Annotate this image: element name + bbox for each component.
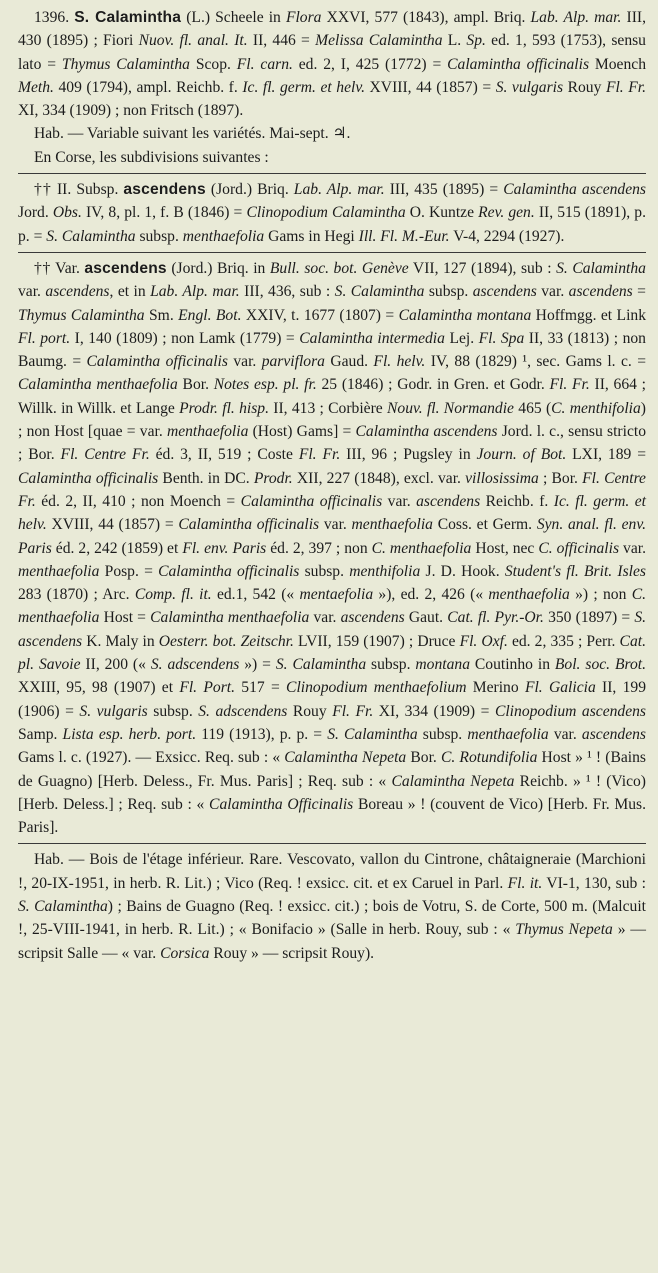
italic-run: ascendens (568, 283, 633, 301)
text-run: Merino (466, 679, 525, 697)
text-run: Reichb. » ¹ ! (Vico) [Herb. Deless.] ; Req. sub : « (18, 772, 646, 813)
text-run: Rouy (287, 702, 333, 720)
italic-run: parviflora (261, 353, 325, 371)
text-run: ed. 1, 593 (1753), sensu lato = (18, 32, 646, 73)
italic-run: menthaefolia (182, 227, 265, 245)
text-run: 119 (1913), p. p. = (196, 725, 328, 743)
italic-run: ascendens (581, 725, 646, 743)
italic-run: ascendens (340, 609, 405, 627)
divider (18, 843, 646, 844)
italic-run: C. Rotundifolia (440, 749, 538, 767)
italic-run: Engl. Bot. (178, 306, 242, 324)
italic-run: Thymus Calamintha (18, 306, 145, 324)
italic-run: Rev. gen. (478, 204, 535, 222)
text-run: XI, 334 (1909) = (373, 702, 495, 720)
italic-run: Calamintha intermedia (299, 329, 445, 347)
text-run: Bor. (177, 376, 214, 394)
italic-run: Fl. Galicia (524, 679, 596, 697)
italic-run: Calamintha officinalis (18, 469, 159, 487)
text-run: Posp. = (99, 562, 159, 580)
italic-run: ascendens (472, 283, 537, 301)
italic-run: Nouv. fl. Normandie (387, 399, 514, 417)
text-run: XXVI, 577 (1843), ampl. Briq. (321, 9, 531, 26)
italic-run: Calamintha Nepeta (391, 772, 515, 790)
text-run: II, 199 (1906) = (18, 679, 647, 720)
italic-run: Cat. pl. Savoie (18, 632, 646, 674)
italic-run: Calamintha Officinalis (209, 795, 354, 813)
italic-run: menthaefolia (488, 586, 570, 604)
italic-run: S. Calamintha (18, 897, 108, 915)
italic-run: menthifolia (349, 562, 421, 580)
italic-run: ascendens (416, 492, 481, 510)
italic-run: menthaefolia (166, 423, 249, 441)
italic-run: Nuov. fl. anal. It. (138, 32, 248, 50)
italic-run: mentaefolia (299, 586, 374, 604)
subspecies-entry (18, 178, 646, 248)
italic-run: Fl. carn. (236, 55, 293, 73)
italic-run: Oesterr. bot. Zeitschr. (158, 632, 294, 650)
text-run: Gaud. (324, 353, 374, 371)
italic-run: Fl. Centre Fr. (18, 469, 646, 510)
italic-run: Fl. env. Paris (182, 539, 267, 557)
text-run: Host » ¹ ! (Bains de Guagno) [Herb. Deless., Fr. Mus. Paris] ; Req. sub : « (18, 749, 646, 790)
text-run: ; Bor. (538, 469, 583, 487)
italic-run: Calamintha Nepeta (284, 749, 407, 767)
italic-run: Fl. Fr. (332, 702, 374, 720)
italic-run: Fl. Oxf. (459, 632, 508, 650)
italic-run: menthaefolia (351, 516, 433, 534)
text-run: ) ; non Host [quae = var. (18, 399, 646, 441)
text-run: éd. 2, 397 ; non (266, 539, 372, 557)
text-run: var. (619, 539, 646, 557)
subspecies-marker: †† II. Subsp. (34, 181, 119, 199)
text-run: ») = (239, 656, 276, 674)
italic-run: ascendens (45, 283, 110, 301)
text-run: 25 (1846) ; Godr. in Gren. et Godr. (316, 376, 550, 394)
text-run: subsp. (417, 725, 468, 743)
text-run: 517 = (235, 679, 287, 697)
italic-run: Calamintha montana (398, 306, 532, 324)
text-run: I, 140 (1809) ; non Lamk (1779) = (70, 329, 300, 347)
text-run: J. D. Hook. (420, 562, 505, 580)
italic-run: S. adscendens (198, 702, 288, 720)
text-run: Rouy (563, 78, 606, 96)
species-name: S. Calamintha (74, 9, 182, 26)
text-run: Coss. et Germ. (432, 516, 537, 534)
italic-run: Corsica (160, 944, 210, 962)
italic-run: Sp. (466, 32, 486, 50)
italic-run: Fl. helv. (373, 353, 426, 371)
text-run: Gams in Hegi (264, 227, 359, 245)
text-run: Jord. (18, 204, 53, 222)
text-run: Lej. (444, 329, 479, 347)
italic-run: Calamintha officinalis (158, 562, 300, 580)
text-run: Jord. l. c., sensu stricto ; Bor. (18, 423, 646, 464)
habitat-corse (18, 848, 646, 964)
text-run: III, 430 (1895) ; Fiori (18, 9, 646, 50)
text-run: XII, 227 (1848), excl. var. (292, 469, 466, 487)
italic-run: S. ascendens (18, 609, 647, 650)
text-run: Rouy » — scripsit Rouy). (209, 944, 375, 962)
italic-run: Prodr. (253, 469, 293, 487)
italic-run: C. officinalis (538, 539, 620, 557)
italic-run: Clinopodium Calamintha (246, 204, 406, 222)
text-run: var. (382, 492, 417, 510)
italic-run: Fl. Centre Fr. (60, 446, 150, 464)
text-run: III, 96 ; Pugsley in (340, 446, 477, 464)
text-run: XXIII, 95, 98 (1907) et (18, 679, 180, 697)
italic-run: Fl. it. (507, 874, 543, 892)
text-run: ed. 2, 335 ; Perr. (507, 632, 620, 650)
italic-run: Lab. Alp. mar. (293, 181, 385, 199)
variety-synonymy (18, 260, 646, 836)
italic-run: S. adscendens (150, 656, 240, 674)
italic-run: Lista esp. herb. port. (62, 725, 197, 743)
text-run: Moench (589, 55, 646, 73)
text-run: XVIII, 44 (1857) = (46, 516, 179, 534)
italic-run: Fl. Fr. (549, 376, 590, 394)
text-run: Reichb. f. (480, 492, 554, 510)
italic-run: Meth. (18, 78, 54, 96)
text-run: éd. 2, 242 (1859) et (51, 539, 183, 557)
text-run: 409 (1794), ampl. Reichb. f. (53, 78, 243, 96)
italic-run: Calamintha ascendens (503, 181, 646, 199)
text-run: K. Maly in (82, 632, 159, 650)
italic-run: menthaefolia (467, 725, 549, 743)
italic-run: S. Calamintha (334, 283, 425, 301)
text-run: Host, nec (471, 539, 539, 557)
italic-run: Clinopodium menthaefolium (286, 679, 467, 697)
italic-run: Journ. of Bot. (476, 446, 567, 464)
italic-run: S. Calamintha (327, 725, 418, 743)
italic-run: S. Calamintha (556, 259, 646, 277)
text-run: Scop. (189, 55, 237, 73)
italic-run: Lab. Alp. mar. (530, 9, 622, 26)
text-run: subsp. (424, 283, 473, 301)
text-run: (Jord.) Briq. in (166, 259, 270, 277)
text-run: Gaut. (404, 609, 448, 627)
text-run: »), ed. 2, 426 (« (373, 586, 489, 604)
italic-run: C. menthifolia (551, 399, 641, 417)
italic-run: Syn. anal. fl. env. Paris (18, 516, 646, 557)
text-run: Bor. (406, 749, 441, 767)
text-run: var. (319, 516, 352, 534)
text-run: III, 436, sub : (239, 283, 335, 301)
italic-run: S. vulgaris (79, 702, 148, 720)
text-run: II, 200 (« (80, 656, 151, 674)
text-run: Coutinho in (469, 656, 555, 674)
italic-run: menthaefolia (18, 562, 100, 580)
italic-run: Student's fl. Brit. Isles (504, 562, 646, 580)
text-run: XXIV, t. 1677 (1807) = (241, 306, 399, 324)
text-run: var. (309, 609, 341, 627)
text-run: Gams l. c. (1927). — Exsicc. Req. sub : « (18, 749, 285, 767)
text-run: subsp. (135, 227, 183, 245)
text-run: ed. 2, I, 425 (1772) = (292, 55, 448, 73)
text-run: II, 446 = (247, 32, 316, 50)
italic-run: villosissima (465, 469, 539, 487)
text-run: ed.1, 542 (« (211, 586, 300, 604)
italic-run: Cat. fl. Pyr.-Or. (447, 609, 544, 627)
subspecies-name: ascendens (123, 181, 206, 199)
text-run: var. (548, 725, 582, 743)
text-run: V-4, 2294 (1927). (449, 227, 565, 245)
text-run: XVIII, 44 (1857) = (365, 78, 496, 96)
text-run: II, 515 (1891), p. p. = (18, 204, 646, 245)
corse-intro: En Corse, les subdivisions suivantes : (34, 148, 269, 166)
variety-entry (18, 257, 646, 839)
italic-run: Calamintha ascendens (355, 423, 498, 441)
text-run: VII, 127 (1894), sub : (408, 259, 557, 277)
italic-run: Calamintha menthaefolia (18, 376, 178, 394)
text-run: éd. 3, II, 519 ; Coste (149, 446, 299, 464)
italic-run: Calamintha officinalis (447, 55, 590, 73)
italic-run: Ic. fl. germ. et helv. (242, 78, 365, 96)
text-run: III, 435 (1895) = (384, 181, 504, 199)
italic-run: Prodr. fl. hisp. (179, 399, 269, 417)
entry-number: 1396. (34, 9, 70, 26)
italic-run: Obs. (52, 204, 82, 222)
italic-run: Fl. Fr. (605, 78, 647, 96)
italic-run: Bol. soc. Brot. (554, 656, 647, 674)
text-run: (Jord.) Briq. (205, 181, 294, 199)
italic-run: Thymus Nepeta (515, 921, 613, 939)
text-run: Hoffmgg. et Link (531, 306, 647, 324)
text-run: ) ; Bains de Guagno (Req. ! exsicc. cit.) ; bois de Votru, S. de Corte, 500 m. (Malcuit !, 25-VIII-1941, in herb. R. Lit.) ; « Bonifacio » (Salle in herb. Rouy, sub : « (18, 897, 646, 939)
text-run: éd. 2, II, 410 ; non Moench = (35, 492, 241, 510)
italic-run: Calamintha officinalis (240, 492, 383, 510)
text-run: subsp. (366, 656, 416, 674)
text-run: 465 ( (513, 399, 552, 417)
text-run: (Host) Gams] = (248, 423, 356, 441)
italic-run: Melissa Calamintha (315, 32, 443, 50)
text-run: Sm. (144, 306, 179, 324)
italic-run: Calamintha menthaefolia (150, 609, 310, 627)
text-run: var. (536, 283, 569, 301)
italic-run: Thymus Calamintha (61, 55, 190, 73)
italic-run: Notes esp. pl. fr. (213, 376, 317, 394)
text-run: XI, 334 (1909) ; non Fritsch (1897). (18, 102, 244, 120)
text-run: (L.) Scheele in (181, 9, 286, 26)
text-run: , et in (109, 283, 151, 301)
species-entry (18, 6, 646, 122)
text-run: IV, 88 (1829) ¹, sec. Gams l. c. = (425, 353, 646, 371)
italic-run: S. Calamintha (46, 227, 136, 245)
italic-run: C. menthaefolia (18, 586, 646, 627)
habitat-general: Hab. — Variable suivant les variétés. Mai-sept. ♃. (34, 125, 351, 143)
text-run: ») ; non (569, 586, 632, 604)
text-run: VI-1, 130, sub : (542, 874, 646, 892)
text-run: Host = (99, 609, 151, 627)
text-run: Hab. — Bois de l'étage inférieur. Rare. Vescovato, vallon du Cintrone, châtaigneraie (Marchioni !, 20-IX-1951, in herb. R. Lit.) ; Vico (Req. ! exsicc. cit. et ex Caruel in Parl. (18, 851, 646, 892)
variety-name: ascendens (84, 259, 167, 277)
text-run: » — scripsit Salle — « var. (18, 921, 646, 962)
italic-run: Fl. port. (18, 329, 71, 347)
italic-run: Flora (285, 9, 322, 26)
text-run: subsp. (299, 562, 350, 580)
italic-run: Calamintha officinalis (86, 353, 228, 371)
text-run: IV, 8, pl. 1, f. B (1846) = (81, 204, 247, 222)
italic-run: Bull. soc. bot. Genève (269, 259, 409, 277)
variety-marker: †† Var. (34, 259, 80, 277)
text-run: subsp. (147, 702, 199, 720)
italic-run: Comp. fl. it. (134, 586, 212, 604)
italic-run: S. vulgaris (495, 78, 564, 96)
text-run: Benth. in DC. (158, 469, 254, 487)
text-run: Boreau » ! (couvent de Vico) [Herb. Fr. Mus. Paris]. (18, 795, 647, 837)
italic-run: montana (415, 656, 470, 674)
text-run: var. (18, 283, 46, 301)
text-run: 283 (1870) ; Arc. (18, 586, 135, 604)
italic-run: Fl. Port. (179, 679, 235, 697)
italic-run: Fl. Fr. (298, 446, 341, 464)
text-run: = (632, 283, 646, 301)
divider (18, 252, 646, 253)
divider (18, 173, 646, 174)
italic-run: Ill. Fl. M.-Eur. (358, 227, 450, 245)
text-run: II, 413 ; Corbière (268, 399, 387, 417)
italic-run: Fl. Spa (478, 329, 525, 347)
text-run: var. (227, 353, 262, 371)
text-run: II, 33 (1813) ; non Baumg. = (18, 329, 646, 371)
italic-run: Ic. fl. germ. et helv. (18, 492, 646, 534)
text-run: L. (442, 32, 467, 50)
text-run: LXI, 189 = (566, 446, 647, 464)
text-run: II, 664 ; Willk. in Willk. et Lange (18, 376, 647, 417)
text-run: O. Kuntze (405, 204, 479, 222)
text-run: 350 (1897) = (543, 609, 635, 627)
italic-run: Calamintha officinalis (178, 516, 320, 534)
text-run: Samp. (18, 725, 63, 743)
italic-run: C. menthaefolia (371, 539, 472, 557)
italic-run: S. Calamintha (275, 656, 367, 674)
italic-run: Lab. Alp. mar. (150, 283, 240, 301)
italic-run: Clinopodium ascendens (494, 702, 647, 720)
text-run: LVII, 159 (1907) ; Druce (293, 632, 460, 650)
